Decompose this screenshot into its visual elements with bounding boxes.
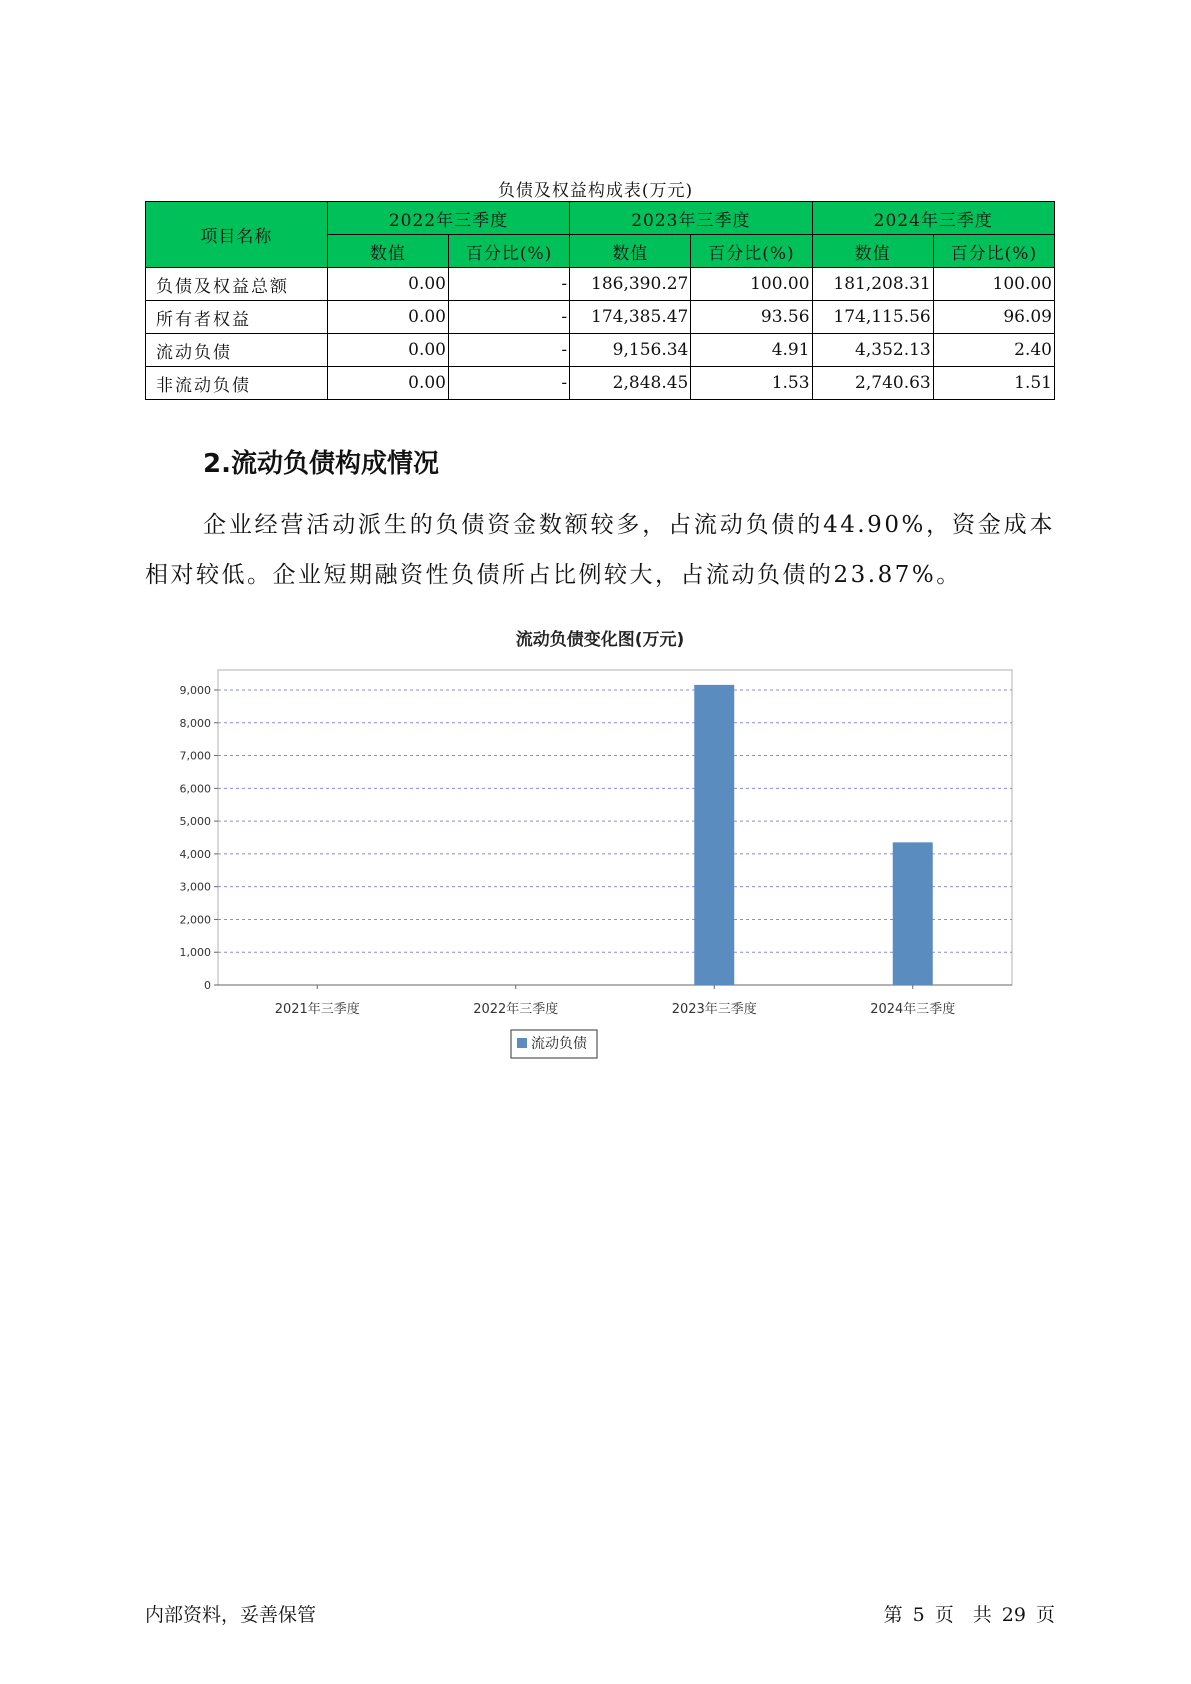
y-tick-label: 2,000 xyxy=(179,913,211,927)
table-cell: 9,156.34 xyxy=(570,334,691,367)
table-cell: - xyxy=(448,367,569,400)
header-value: 数值 xyxy=(570,235,691,268)
bar-4 xyxy=(893,842,933,985)
header-value: 数值 xyxy=(812,235,933,268)
header-percent: 百分比(%) xyxy=(691,235,812,268)
table-cell: 186,390.27 xyxy=(570,268,691,301)
header-item-name: 项目名称 xyxy=(146,202,328,268)
row-name: 非流动负债 xyxy=(146,367,328,400)
table-cell: - xyxy=(448,334,569,367)
x-tick-label: 2024年三季度 xyxy=(870,1002,956,1017)
table-cell: - xyxy=(448,301,569,334)
table-cell: 4,352.13 xyxy=(812,334,933,367)
table-cell: 174,115.56 xyxy=(812,301,933,334)
x-tick-label: 2021年三季度 xyxy=(274,1002,360,1017)
row-name: 负债及权益总额 xyxy=(146,268,328,301)
y-tick-label: 9,000 xyxy=(179,684,211,697)
table-cell: 0.00 xyxy=(327,334,448,367)
table-row xyxy=(146,268,1055,301)
table-row xyxy=(146,367,1055,400)
table-row xyxy=(146,301,1055,334)
table-row xyxy=(146,334,1055,367)
bar-3 xyxy=(694,685,734,985)
chart-canvas xyxy=(145,620,1055,1080)
header-period-2024: 2024年三季度 xyxy=(812,202,1054,235)
header-value: 数值 xyxy=(327,235,448,268)
table-cell: 0.00 xyxy=(327,301,448,334)
liabilities-bar-chart xyxy=(145,620,1055,1080)
table-cell: 1.51 xyxy=(933,367,1054,400)
footer-page-number: 第 5 页 共 29 页 xyxy=(883,1604,1055,1626)
y-tick-label: 8,000 xyxy=(179,716,211,730)
x-tick-label: 2023年三季度 xyxy=(671,1002,757,1017)
y-tick-label: 4,000 xyxy=(179,847,211,861)
body-paragraph: 企业经营活动派生的负债资金数额较多，占流动负债的44.90%，资金成本相对较低。企业短期融资性负债所占比例较大，占流动负债的23.87%。 xyxy=(145,512,1055,588)
x-tick-label: 2022年三季度 xyxy=(473,1002,559,1017)
table-cell: 174,385.47 xyxy=(570,301,691,334)
table-cell: 100.00 xyxy=(691,268,812,301)
y-tick-label: 6,000 xyxy=(179,782,211,796)
table-cell: 96.09 xyxy=(933,301,1054,334)
table-caption: 负债及权益构成表(万元) xyxy=(497,181,694,201)
table-cell: 2.40 xyxy=(933,334,1054,367)
table-cell: 2,848.45 xyxy=(570,367,691,400)
y-tick-label: 0 xyxy=(204,979,211,992)
header-period-2022: 2022年三季度 xyxy=(327,202,569,235)
header-period-2023: 2023年三季度 xyxy=(570,202,812,235)
section-heading: 2.流动负债构成情况 xyxy=(203,449,439,479)
header-percent: 百分比(%) xyxy=(933,235,1054,268)
legend-swatch xyxy=(517,1038,527,1048)
table-cell: 2,740.63 xyxy=(812,367,933,400)
table-cell: 0.00 xyxy=(327,268,448,301)
liability-equity-table xyxy=(145,201,1055,400)
table-cell: 181,208.31 xyxy=(812,268,933,301)
table-cell: 4.91 xyxy=(691,334,812,367)
table-cell: 93.56 xyxy=(691,301,812,334)
chart-title: 流动负债变化图(万元) xyxy=(515,630,685,650)
legend-label: 流动负债 xyxy=(531,1036,587,1052)
y-tick-label: 7,000 xyxy=(179,749,211,763)
header-percent: 百分比(%) xyxy=(448,235,569,268)
row-name: 流动负债 xyxy=(146,334,328,367)
y-tick-label: 5,000 xyxy=(179,815,211,829)
table-cell: 1.53 xyxy=(691,367,812,400)
y-tick-label: 1,000 xyxy=(179,946,211,960)
table-cell: 100.00 xyxy=(933,268,1054,301)
footer-confidential: 内部资料，妥善保管 xyxy=(145,1604,317,1626)
table-cell: 0.00 xyxy=(327,367,448,400)
row-name: 所有者权益 xyxy=(146,301,328,334)
table-cell: - xyxy=(448,268,569,301)
y-tick-label: 3,000 xyxy=(179,880,211,894)
